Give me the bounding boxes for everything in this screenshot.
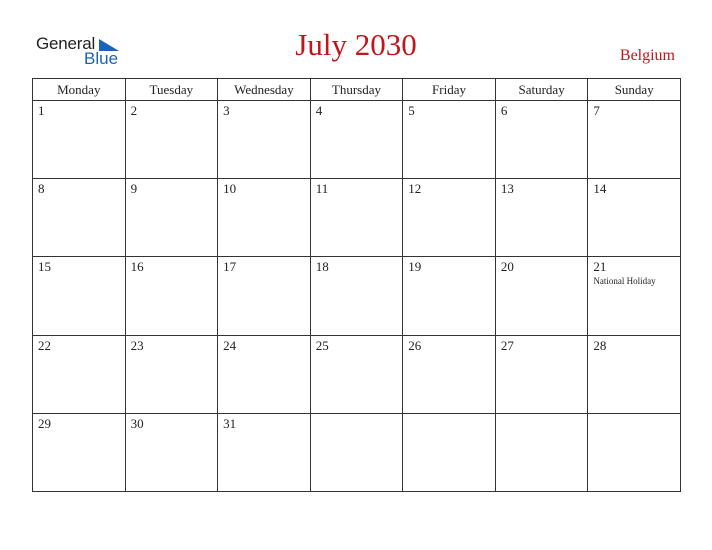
calendar-grid [32, 78, 681, 492]
day-cell [495, 413, 588, 491]
day-cell [403, 257, 496, 335]
day-number: 27 [500, 337, 514, 353]
day-number: 8 [38, 181, 45, 197]
logo-word-blue: Blue [84, 49, 119, 68]
weekday-header-row [33, 79, 681, 101]
day-number: 5 [408, 103, 415, 118]
day-number [588, 414, 680, 417]
day-number: 2 [130, 103, 138, 118]
day-cell [218, 101, 311, 179]
day-number: 31 [223, 415, 237, 431]
day-number: 4 [315, 103, 323, 118]
day-cell [125, 101, 218, 179]
day-cell [218, 335, 311, 413]
day-cell [125, 335, 218, 413]
day-cell [218, 413, 311, 491]
day-number: 7 [593, 103, 600, 118]
day-number: 30 [130, 415, 144, 431]
day-number: 25 [315, 337, 329, 353]
day-number: 23 [130, 337, 144, 353]
day-cell [33, 101, 126, 179]
day-number: 13 [500, 181, 514, 197]
day-cell [310, 179, 403, 257]
weekday-header: Monday [33, 79, 126, 101]
day-cell [403, 413, 496, 491]
day-cell [125, 257, 218, 335]
day-number: 20 [500, 259, 514, 275]
day-cell [588, 413, 681, 491]
day-number: 15 [38, 259, 51, 275]
day-cell [403, 335, 496, 413]
day-cell [495, 257, 588, 335]
day-number: 11 [315, 181, 329, 197]
day-number: 26 [408, 337, 422, 353]
logo-word-general: General [36, 34, 96, 53]
day-number: 1 [38, 103, 45, 118]
day-cell [218, 179, 311, 257]
day-cell [125, 179, 218, 257]
day-number: 12 [408, 181, 422, 197]
week-row [33, 257, 681, 335]
day-number: 9 [130, 181, 138, 197]
weekday-header: Wednesday [218, 79, 311, 101]
day-cell [588, 101, 681, 179]
day-cell [33, 257, 126, 335]
day-cell [310, 257, 403, 335]
day-number: 18 [315, 259, 329, 275]
day-number: 21 [593, 259, 607, 275]
weekday-header: Saturday [495, 79, 588, 101]
week-row [33, 179, 681, 257]
day-cell [33, 413, 126, 491]
day-number: 14 [593, 181, 607, 197]
week-row [33, 101, 681, 179]
day-number: 6 [500, 103, 508, 118]
day-cell [33, 335, 126, 413]
day-cell [588, 257, 681, 335]
day-number: 10 [223, 181, 237, 197]
day-cell [310, 335, 403, 413]
day-number: 22 [38, 337, 51, 353]
day-cell [403, 179, 496, 257]
day-cell [403, 101, 496, 179]
day-cell [125, 413, 218, 491]
weekday-header: Sunday [588, 79, 681, 101]
day-cell [310, 413, 403, 491]
country-label: Belgium [619, 47, 675, 64]
weekday-header: Friday [403, 79, 496, 101]
day-number: 17 [223, 259, 237, 275]
day-cell [495, 179, 588, 257]
month-title: July 2030 [295, 27, 417, 62]
day-number: 29 [38, 415, 51, 431]
day-number [311, 414, 403, 417]
day-number: 16 [130, 259, 144, 275]
day-number [403, 414, 495, 417]
day-number [496, 414, 588, 417]
weekday-header: Thursday [310, 79, 403, 101]
week-row [33, 413, 681, 491]
day-cell [495, 335, 588, 413]
day-cell [495, 101, 588, 179]
day-number: 3 [223, 103, 230, 118]
day-cell [310, 101, 403, 179]
day-cell [218, 257, 311, 335]
week-row [33, 335, 681, 413]
day-cell [588, 335, 681, 413]
day-cell [588, 179, 681, 257]
weekday-header: Tuesday [125, 79, 218, 101]
day-number: 28 [593, 337, 607, 353]
day-number: 24 [223, 337, 237, 353]
day-number: 19 [408, 259, 422, 275]
day-cell [33, 179, 126, 257]
holiday-label: National Holiday [593, 275, 656, 286]
